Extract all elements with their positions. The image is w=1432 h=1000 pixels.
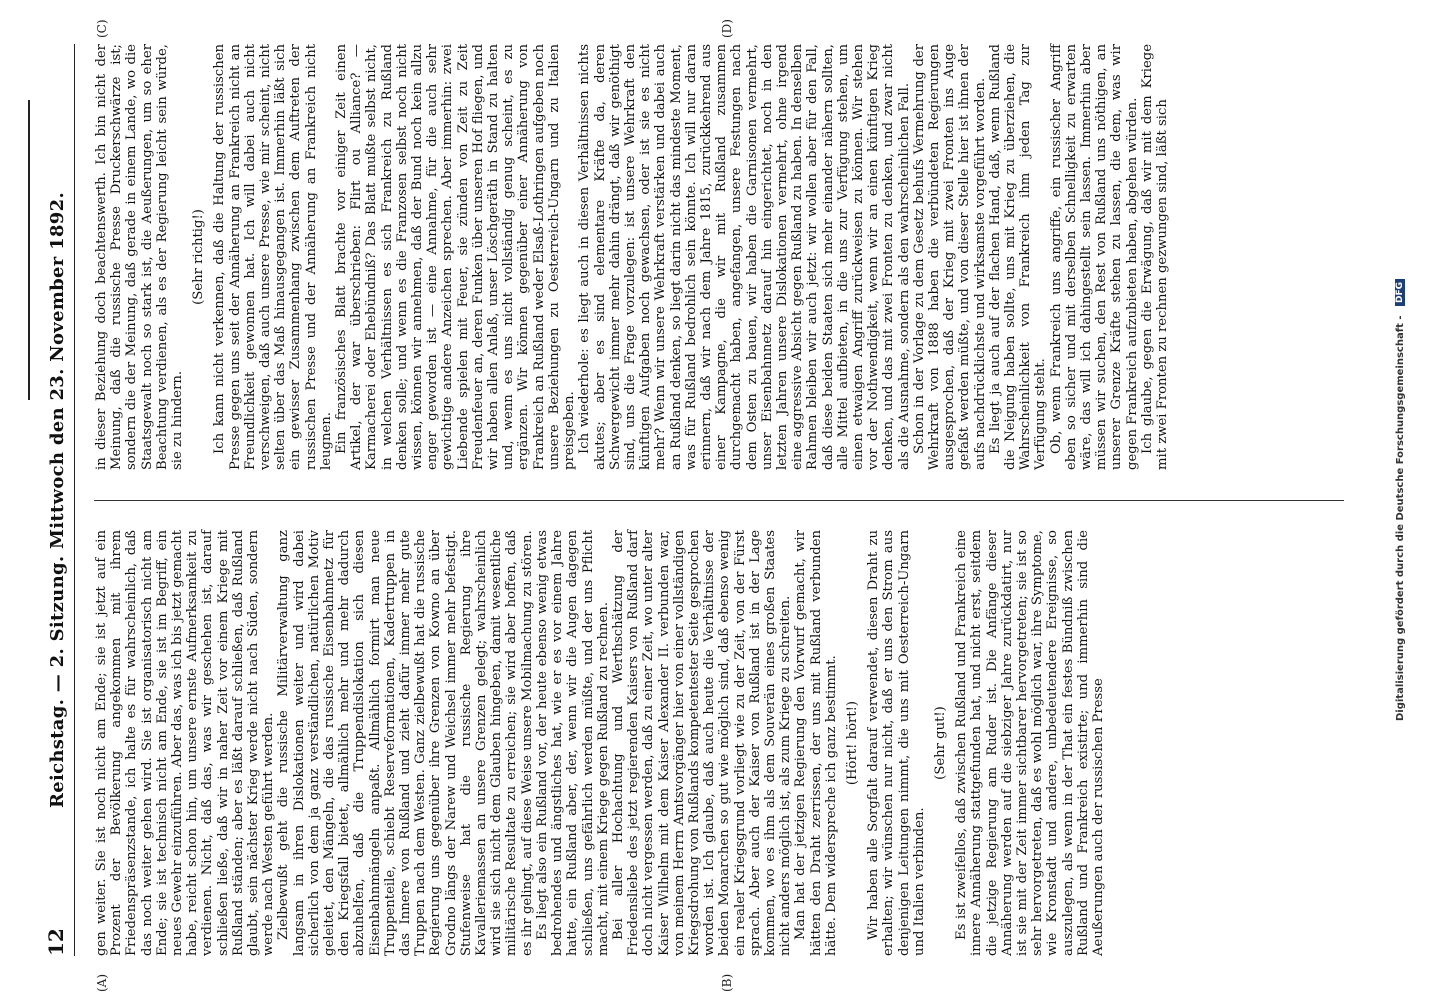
paragraph: in dieser Beziehung doch beachtenswerth. Ich bin nicht der Meinung, daß die russische Presse Druckerschwärze ist; sondern die der Meinung, daß gerade in einem Lande, wo die Staatsgewalt noch so stark ist, die Aeußerungen, um so eher Beachtung verdienen, als es der Regierung leicht sein würde, sie zu hindern. [94, 44, 186, 470]
top-rule [28, 100, 30, 400]
page-number: 12 [44, 928, 68, 956]
paragraph: Es ist zweifellos, daß zwischen Rußland und Frankreich eine innere Annäherung stattgefunden hat, und nicht erst, seitdem die jetzige Regierung am Ruder ist. Die Anfänge dieser Annäherung werden auf die siebziger Jahre zurückdatirt, nur ist sie mit der Zeit immer sichtbarer hervorgetreten; sie ist so sehr hervorgetreten, daß es wohl möglich war, ihre Symptome, wie Kronstadt und andere, unbedeutendere Ereignisse, so auszulegen, als wenn in der That ein festes Bündniß zwischen Rußland und Frankreich existirte; und immerhin sind die Aeußerungen auch der russischen Presse [954, 530, 1106, 956]
paragraph: gen weiter. Sie ist noch nicht am Ende; sie ist jetzt auf ein Prozent der Bevölkerung angekommen mit ihrem Friedenspräsenzstande, ich halte es für wahrscheinlich, daß das noch weiter gehen wird. Sie ist organisatorisch nicht am Ende; sie ist technisch nicht am Ende, sie ist im Begriff, ein neues Gewehr einzuführen. Aber das, was ich bis jetzt gemacht habe, reicht schon hin, um unsere ernste Aufmerksamkeit zu verdienen. Nicht, daß das, was wir geschehen ist, darauf schließen ließe, daß wir in naher Zeit vor einem Kriege mit Rußland ständen; aber es läßt darauf schließen, daß Rußland glaubt, sein nächster Krieg werde nicht nach Süden, sondern werde nach Westen geführt werden. [94, 530, 277, 956]
credit-text: Digitalisierung gefördert durch die Deutsche Forschungsgemeinschaft - [1395, 315, 1406, 722]
interjection: (Hört! hört!) [844, 700, 860, 786]
digitization-credit [1395, 44, 1406, 956]
page-title: Reichstag. — 2. Sitzung. Mittwoch den 23. November 1892. [47, 191, 68, 809]
right-column [94, 44, 1170, 470]
left-column [94, 530, 1106, 956]
margin-marker-a: (A) [95, 973, 109, 992]
paragraph: Ein französisches Blatt brachte vor einiger Zeit einen Artikel, der war überschrieben: Flirt ou Alliance? — Karmacherei oder Ehebündniß? Das Blatt mußte selbst nicht, in welchen Verhältnissen es sich Frankreich zu Rußland denken solle; und wenn es die Franzosen selbst noch nicht wissen, können wir annehmen, daß der Bund noch kein allzu enger geworden ist — eine Annahme, für die auch sehr gewichtige andere Anzeichen sprechen. Aber immerhin: zwei Liebende spielen mit Feuer, sie zünden von Zeit zu Zeit Freudenfeuer an, deren Funken über unseren Hof fliegen, und wir haben allen Anlaß, unser Löschgeräth in Stand zu halten und, wenn es uns nicht vollständig genug scheint, es zu ergänzen. Wir können gegenüber einer Annäherung von Frankreich an Rußland weder Elsaß-Lothringen aufgeben noch unsere Beziehungen zu Oesterreich-Ungarn und zu Italien preisgeben. [334, 44, 578, 470]
paragraph: Ich kann nicht verkennen, daß die Haltung der russischen Presse gegen uns seit der Annäherung an Frankreich nicht an Freundlichkeit gewonnen hat. Ich will dabei auch nicht verschweigen, daß auch unsere Presse, wie mir scheint, nicht selten über das Maß hinausgegangen ist. Immerhin läßt sich ein gewisser Zusammenhang zwischen dem Auftreten der russischen Presse und der Annäherung an Frankreich nicht leugnen. [212, 44, 334, 470]
page-header [40, 44, 75, 956]
column-divider [94, 500, 1344, 501]
paragraph: Schon in der Vorlage zu dem Gesetz behufs Vermehrung der Wehrkraft von 1888 haben die verbündeten Regierungen ausgesprochen, daß der Krieg mit zwei Fronten ins Auge gefaßt werden müßte, und von dieser Stelle hier ist ihnen der aufs nachdrücklichste und wirksamste vorgeführt worden. [911, 44, 988, 470]
paragraph: Wir haben alle Sorgfalt darauf verwendet, diesen Draht zu erhalten; wir wünschen nur nicht, daß er uns den Strom aus denjenigen Leitungen nimmt, die uns mit Oesterreich-Ungarn und Italien verbinden. [866, 530, 927, 956]
paragraph: Zielbewußt geht die russische Militärverwaltung ganz langsam in ihren Dislokationen weiter und wird dabei sicherlich von dem ja ganz verständlichen, natürlichen Motiv geleitet, den Mängeln, die das russische Eisenbahnnetz für den Kriegsfall bietet, allmählich mehr und mehr dadurch abzuhelfen, daß die Truppendislokation sich diesen Eisenbahnmängeln anpaßt. Allmählich formirt man neue Truppenteile, schiebt Reserveformationen, Kadertruppen in das Innere von Rußland und zieht dafür immer mehr gute Truppen nach dem Westen. Ganz zielbewußt hat die russische Regierung uns gegenüber ihre Grenzen von Kowno an über Grodno längs der Narew und Weichsel immer mehr befestigt. Stufenweise hat die russische Regierung ihre Kavalleriemassen an unsere Grenzen gelegt; wahrscheinlich wird sie sich nicht dem Glauben hingeben, damit wesentliche militärische Resultate zu erreichen; sie wird aber hoffen, daß es ihr gelingt, auf diese Weise unsere Mobilmachung zu stören. [276, 530, 535, 956]
paragraph: Ob, wenn Frankreich uns angriffe, ein russischer Angriff eben so sicher und mit derselben Schnelligkeit zu erwarten wäre, das will ich dahingestellt sein lassen. Immerhin aber müssen wir suchen, den Rest von Rußland uns nöthigen, an unserer Grenze Kräfte stehen zu lassen, die dem, was wir gegen Frankreich aufzubieten haben, abgehen würden. [1048, 44, 1140, 470]
paragraph: Es liegt also ein Rußland vor, der heute ebenso wenig etwas bedrohendes und ängstliches hat, wie er es vor einem Jahre hatte, ein Rußland aber, der, wenn wir die Augen dagegen schließen, uns gefährlich werden müßte, und der uns Pflicht macht, mit einem Kriege gegen Rußland zu rechnen. [534, 530, 611, 956]
paragraph: Bei aller Hochachtung und Werthschätzung der Friedensliebe des jetzt regierenden Kaisers von Rußland darf doch nicht vergessen werden, daß zu einer Zeit, wo unter alter Kaiser Wilhelm mit dem Kaiser Alexander II. verbunden war, von meinem Herrn Amtsvorgänger hier von einer vollständigen Kriegsdrohung von Rußlands kompetentester Seite gesprochen worden ist. Ich glaube, daß auch heute die Verhältnisse der beiden Monarchen so gut wie möglich sind, daß ebenso wenig ein realer Kriegsgrund vorliegt wie zu der Zeit, von der Fürst sprach. Aber auch der Kaiser von Rußland ist in der Lage kommen, wo es ihm als dem Souverän eines großen Staates nicht anders möglich ist, als zum Kriege zu schreiten. [610, 530, 794, 956]
interjection: (Sehr gut!) [932, 706, 948, 780]
margin-marker-d: (D) [720, 19, 734, 38]
paragraph: Man hat der jetzigen Regierung den Vorwurf gemacht, wir hätten den Draht zerrissen, der uns mit Rußland verbunden hätte. Dem widerspreche ich ganz bestimmt. [793, 530, 839, 956]
margin-marker-b: (B) [720, 973, 734, 992]
dfg-logo: DFG [1395, 279, 1405, 306]
margin-marker-c: (C) [95, 19, 109, 38]
paragraph: Ich glaube, gegen die Erwägung, daß wir mit dem Kriege mit zwei Fronten zu rechnen gezwungen sind, läßt sich [1139, 44, 1171, 470]
paragraph: Es liegt ja auch auf der flachen Hand, daß, wenn Rußland die Neigung haben sollte, uns mit Krieg zu überziehen, die Wahrscheinlichkeit von Frankreich ihm jeden Tag zur Verfügung steht. [987, 44, 1049, 470]
interjection: (Sehr richtig!) [191, 209, 207, 305]
paragraph: Ich wiederhole: es liegt auch in diesen Verhältnissen nichts akutes; aber es sind elementare Kräfte da, deren Schwergewicht immer mehr dahin drängt, daß wir genöthigt sind, uns die Frage vorzulegen: ist unsere Wehrkraft den künftigen Aufgaben noch gewachsen, oder ist sie es nicht mehr? Wenn wir unsere Wehrkraft verstärken und dabei auch an Rußland denken, so liegt darin nicht das mindeste Moment, was für Rußland bedrohlich sein könnte. Ich will nur daran erinnern, daß wir nach dem Jahre 1815, zurückkehrend aus einer Kampagne, die wir mit Rußland zusammen durchgemacht haben, angefangen, unsere Festungen nach dem Osten zu bauen, wir haben die Garnisonen vermehrt, unser Eisenbahnnetz darauf hin eingerichtet, noch in den letzten Jahren unsere Dislokationen vermehrt, ohne irgend eine aggressive Absicht gegen Rußland zu haben. In denselben Rahmen bleiben wir auch jetzt: wir wollen aber für den Fall, daß diese beiden Staaten sich mehr einander nähern sollten, alle Mittel aufbieten, in die uns zur Verfügung stehen, um einen etwaigen Angriff zurückweisen zu können. Wir stehen vor der Nothwendigkeit, wenn wir an einen künftigen Krieg denken, und das mit zwei Fronten zu denken, und zwar nicht als die Ausnahme, sondern als den wahrscheinlichen Fall. [577, 44, 912, 470]
